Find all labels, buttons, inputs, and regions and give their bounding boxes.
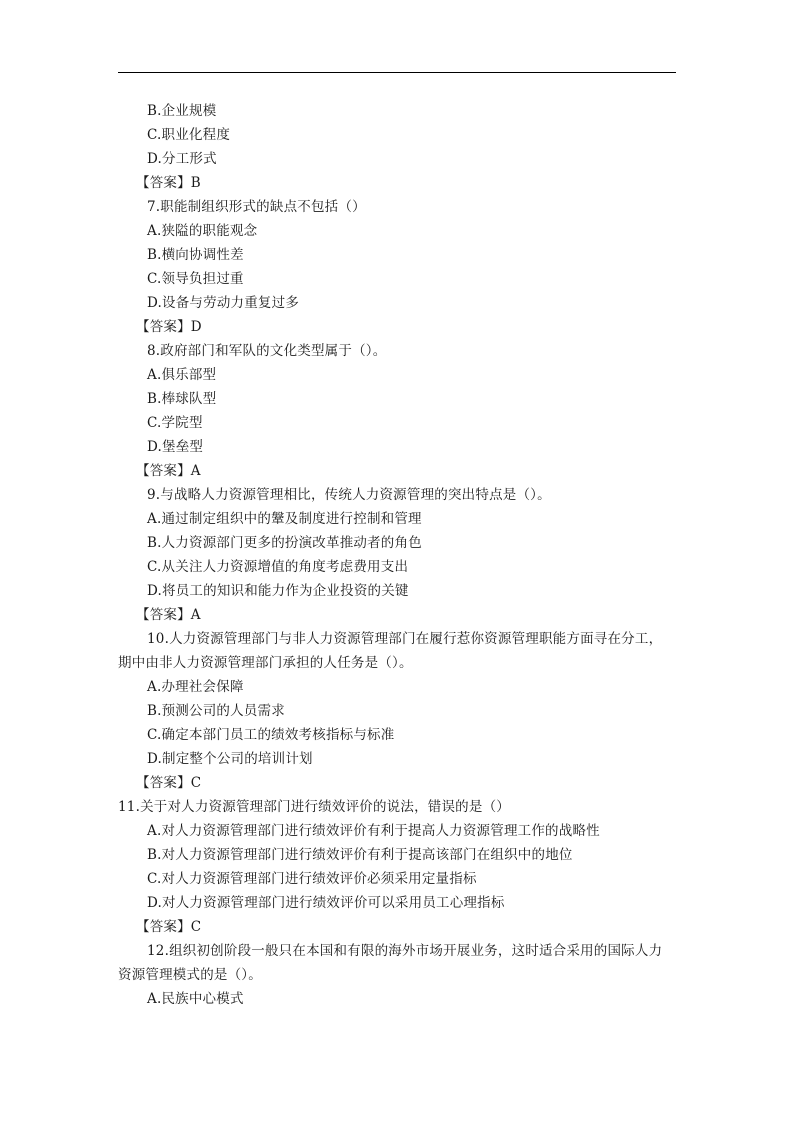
answer-line: 【答案】D bbox=[136, 319, 202, 335]
option-line: D.对人力资源管理部门进行绩效评价可以采用员工心理指标 bbox=[147, 895, 505, 911]
option-line: A.办理社会保障 bbox=[147, 679, 244, 695]
option-line: D.制定整个公司的培训计划 bbox=[147, 751, 313, 767]
answer-line: 【答案】C bbox=[136, 919, 202, 935]
question-continuation: 资源管理模式的是（）。 bbox=[118, 967, 262, 983]
question-line: 7.职能制组织形式的缺点不包括（） bbox=[147, 199, 366, 215]
answer-line: 【答案】C bbox=[136, 775, 202, 791]
question-line: 12.组织初创阶段一般只在本国和有限的海外市场开展业务，这时适合采用的国际人力 bbox=[147, 943, 663, 959]
option-line: C.确定本部门员工的绩效考核指标与标准 bbox=[147, 727, 395, 743]
question-continuation: 期中由非人力资源管理部门承担的人任务是（）。 bbox=[118, 655, 413, 671]
option-line: B.人力资源部门更多的扮演改革推动者的角色 bbox=[147, 535, 422, 551]
option-line: A.民族中心模式 bbox=[147, 991, 244, 1007]
option-line: C.职业化程度 bbox=[147, 127, 231, 143]
option-line: B.企业规模 bbox=[147, 103, 217, 119]
option-line: A.狭隘的职能观念 bbox=[147, 223, 258, 239]
option-line: D.将员工的知识和能力作为企业投资的关键 bbox=[147, 583, 409, 599]
option-line: C.学院型 bbox=[147, 415, 203, 431]
option-line: B.预测公司的人员需求 bbox=[147, 703, 285, 719]
answer-line: 【答案】A bbox=[136, 607, 201, 623]
option-line: D.分工形式 bbox=[147, 151, 217, 167]
question-line: 11.关于对人力资源管理部门进行绩效评价的说法，错误的是（） bbox=[118, 799, 510, 815]
option-line: C.领导负担过重 bbox=[147, 271, 244, 287]
question-line: 10.人力资源管理部门与非人力资源管理部门在履行惹你资源管理职能方面寻在分工， bbox=[147, 631, 663, 647]
option-line: C.从关注人力资源增值的角度考虑费用支出 bbox=[147, 559, 409, 575]
option-line: D.堡垒型 bbox=[147, 439, 204, 455]
document-body bbox=[0, 99, 794, 1011]
header-rule bbox=[118, 72, 676, 73]
option-line: A.通过制定组织中的鞶及制度进行控制和管理 bbox=[147, 511, 422, 527]
option-line: A.对人力资源管理部门进行绩效评价有利于提高人力资源管理工作的战略性 bbox=[147, 823, 600, 839]
option-line: B.棒球队型 bbox=[147, 391, 217, 407]
option-line: B.对人力资源管理部门进行绩效评价有利于提高该部门在组织中的地位 bbox=[147, 847, 573, 863]
option-line: B.横向协调性差 bbox=[147, 247, 244, 263]
question-line: 9.与战略人力资源管理相比，传统人力资源管理的突出特点是（）。 bbox=[147, 487, 551, 503]
option-line: C.对人力资源管理部门进行绩效评价必须采用定量指标 bbox=[147, 871, 477, 887]
answer-line: 【答案】A bbox=[136, 463, 201, 479]
option-line: A.俱乐部型 bbox=[147, 367, 217, 383]
answer-line: 【答案】B bbox=[136, 175, 201, 191]
option-line: D.设备与劳动力重复过多 bbox=[147, 295, 300, 311]
question-line: 8.政府部门和军队的文化类型属于（）。 bbox=[147, 343, 387, 359]
